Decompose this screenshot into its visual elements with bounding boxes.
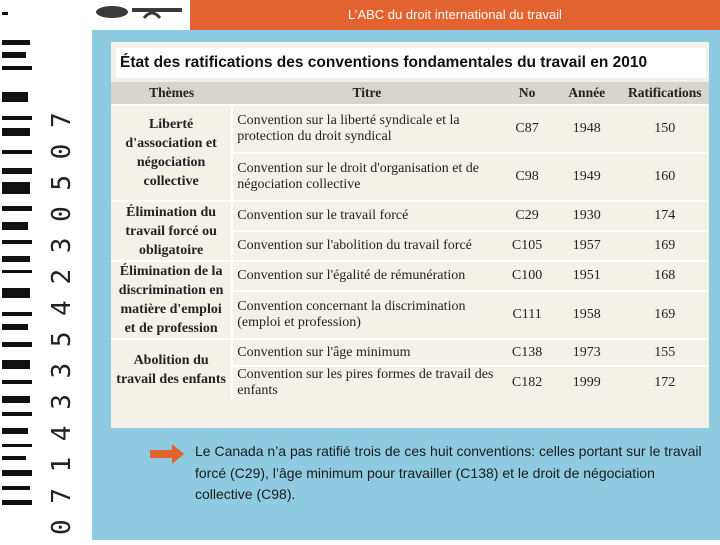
col-header-year: Année [553, 82, 621, 105]
col-header-no: No [501, 82, 552, 105]
table-header-row [111, 82, 709, 105]
arrow-right-icon [150, 444, 184, 464]
convention-year: 1951 [553, 261, 621, 291]
table-row [111, 201, 709, 231]
convention-ratifications: 155 [621, 339, 709, 366]
convention-year: 1949 [553, 153, 621, 201]
convention-title: Convention sur l'âge minimum [232, 339, 501, 366]
convention-no: C182 [501, 366, 552, 399]
theme-cell: Liberté d'association et négociation collective [111, 105, 232, 201]
convention-ratifications: 168 [621, 261, 709, 291]
convention-title: Convention sur le travail forcé [232, 201, 501, 231]
convention-no: C105 [501, 231, 552, 261]
convention-title: Convention sur l'égalité de rémunération [232, 261, 501, 291]
convention-ratifications: 150 [621, 105, 709, 153]
barcode-digits: 0 7 1 4 3 3 5 4 2 3 0 5 0 7 [47, 112, 77, 535]
convention-no: C87 [501, 105, 552, 153]
convention-no: C100 [501, 261, 552, 291]
col-header-themes: Thèmes [111, 82, 232, 105]
table-row [111, 261, 709, 291]
convention-ratifications: 169 [621, 231, 709, 261]
convention-title: Convention concernant la discrimination (emploi et profession) [232, 291, 501, 339]
convention-ratifications: 169 [621, 291, 709, 339]
col-header-title: Titre [232, 82, 501, 105]
convention-year: 1958 [553, 291, 621, 339]
theme-cell: Élimination du travail forcé ou obligatoire [111, 201, 232, 261]
theme-cell: Élimination de la discrimination en matière d'emploi et de profession [111, 261, 232, 339]
convention-ratifications: 172 [621, 366, 709, 399]
table-row [111, 105, 709, 153]
convention-year: 1948 [553, 105, 621, 153]
conventions-table [111, 82, 709, 399]
logo [92, 0, 190, 30]
barcode-graphic [0, 0, 92, 540]
convention-no: C138 [501, 339, 552, 366]
convention-year: 1930 [553, 201, 621, 231]
convention-title: Convention sur le droit d'organisation et de négociation collective [232, 153, 501, 201]
card-title: État des ratifications des conventions fondamentales du travail en 2010 [116, 48, 706, 78]
conventions-card [111, 42, 709, 428]
convention-title: Convention sur l'abolition du travail forcé [232, 231, 501, 261]
convention-year: 1999 [553, 366, 621, 399]
theme-cell: Abolition du travail des enfants [111, 339, 232, 399]
convention-year: 1957 [553, 231, 621, 261]
logo-icon [92, 0, 190, 30]
table-row [111, 339, 709, 366]
convention-title: Convention sur la liberté syndicale et la protection du droit syndical [232, 105, 501, 153]
convention-ratifications: 160 [621, 153, 709, 201]
convention-year: 1973 [553, 339, 621, 366]
banner-title: L’ABC du droit international du travail [190, 0, 720, 30]
note-text: Le Canada n’a pas ratifié trois de ces huit conventions: celles portant sur le travail forcé (C29), l’âge minimum pour travailler (C138) et le droit de négociation collective (C98). [195, 443, 702, 502]
convention-no: C111 [501, 291, 552, 339]
convention-title: Convention sur les pires formes de travail des enfants [232, 366, 501, 399]
barcode-strip [0, 0, 92, 540]
convention-no: C29 [501, 201, 552, 231]
convention-no: C98 [501, 153, 552, 201]
convention-ratifications: 174 [621, 201, 709, 231]
col-header-ratifications: Ratifications [621, 82, 709, 105]
